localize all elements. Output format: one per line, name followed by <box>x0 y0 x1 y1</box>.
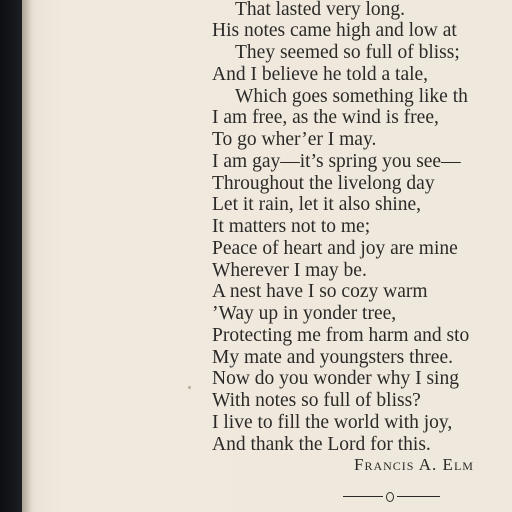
poem-line-21: And thank the Lord for this. <box>212 434 431 455</box>
poem-line-9: Throughout the livelong day <box>212 173 435 194</box>
poem-line-13: Wherever I may be. <box>212 260 367 281</box>
poem-line-7: To go wher’er I may. <box>212 129 377 150</box>
poem-line-17: My mate and youngsters three. <box>212 347 453 368</box>
author-signature: Francis A. Elm <box>354 455 474 474</box>
poem-line-5: Which goes something like th <box>235 86 468 107</box>
poem-line-10: Let it rain, let it also shine, <box>212 194 422 215</box>
divider-ring-icon <box>386 492 394 502</box>
poem-line-6: I am free, as the wind is free, <box>212 107 439 128</box>
divider-rule-right <box>397 496 440 497</box>
poem-line-16: Protecting me from harm and sto <box>212 325 470 346</box>
poem-line-3: They seemed so full of bliss; <box>235 42 460 63</box>
poem-line-18: Now do you wonder why I sing <box>212 368 459 389</box>
poem-line-11: It matters not to me; <box>212 216 371 237</box>
section-divider-ornament <box>343 488 440 504</box>
poem-line-4: And I believe he told a tale, <box>212 64 429 85</box>
poem-line-14: A nest have I so cozy warm <box>212 281 428 302</box>
divider-rule-left <box>343 496 383 497</box>
poem-line-1: That lasted very long. <box>235 0 406 20</box>
poem-line-15: ’Way up in yonder tree, <box>212 303 397 324</box>
poem-line-12: Peace of heart and joy are mine <box>212 238 458 259</box>
poem-line-2: His notes came high and low at <box>212 20 457 41</box>
poem-line-20: I live to fill the world with joy, <box>212 412 453 433</box>
poem-line-19: With notes so full of bliss? <box>212 390 421 411</box>
poem-line-8: I am gay—it’s spring you see— <box>212 151 461 172</box>
